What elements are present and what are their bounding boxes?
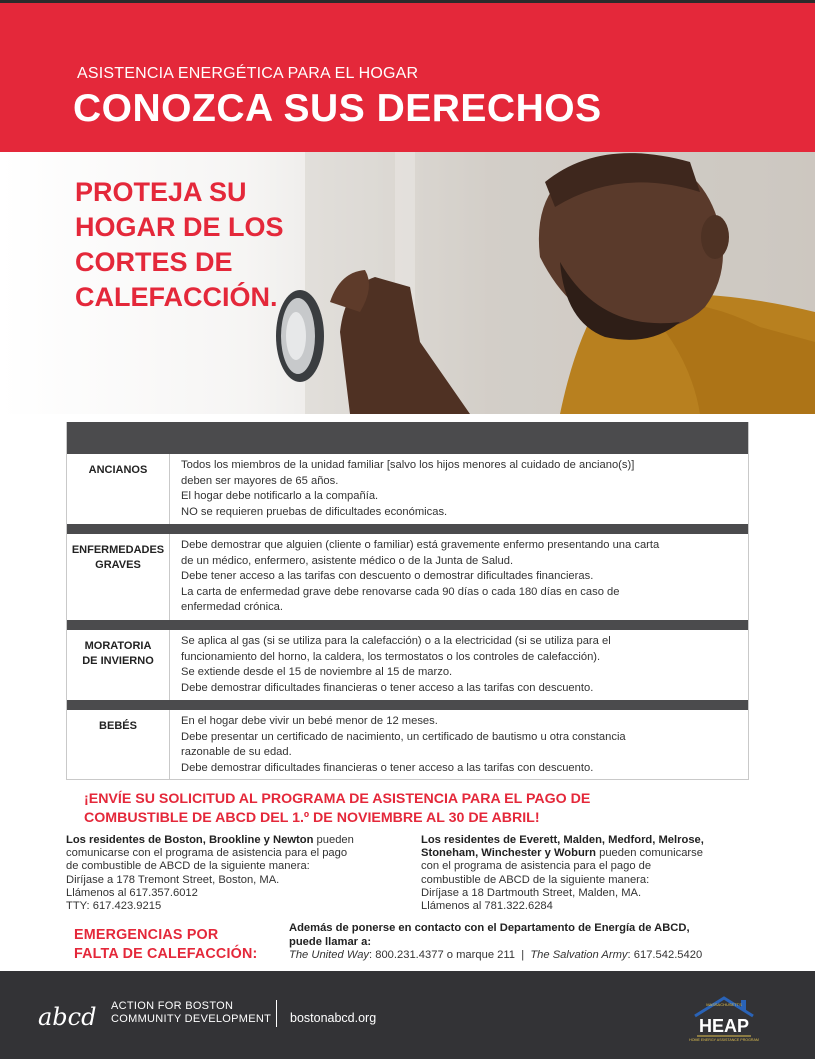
desc-line: Se extiende desde el 15 de noviembre al 15 de marzo. [181,666,453,679]
desc-line: enfermedad crónica. [181,601,283,614]
emergency-heading [74,926,257,964]
contact-line: combustible de ABCD de la siguiente manera: [421,873,650,886]
contact-lead [66,834,396,847]
table-row [67,534,748,620]
table-row [67,710,748,779]
row-description [170,454,748,524]
contact-phone: Llámenos al 781.322.6284 [421,900,553,913]
heap-logo-sub: HOME ENERGY ASSISTANCE PROGRAM [689,1038,759,1042]
emergency-heading-line: EMERGENCIAS POR [74,927,219,943]
row-label-line: MORATORIA [84,640,152,652]
desc-line: de un médico, enfermero, asistente médico o de la Junta de Salud. [181,554,514,567]
desc-line: Debe demostrar dificultades financieras o tener acceso a las tarifas con descuento. [181,761,594,774]
malden-contact-info [421,834,751,913]
contact-lead-bold-text: Los residentes de Everett, Malden, Medford, Melrose, [421,834,704,846]
desc-line: funcionamiento del horno, la caldera, los termostatos o los controles de calefacción). [181,650,601,663]
contact-lead-bold-text: Stoneham, Winchester y Woburn [421,847,596,860]
emergency-intro: puede llamar a: [289,935,372,948]
heap-logo-top: MASSACHUSETTS [706,1002,742,1007]
contact-line: de combustible de ABCD de la siguiente manera: [66,860,310,873]
united-way-name: The United Way [289,949,370,961]
rights-table [66,422,749,780]
emergency-heading-line: FALTA DE CALEFACCIÓN: [74,946,258,962]
row-label-line: ENFERMEDADES [71,544,165,556]
org-name-line: ACTION FOR BOSTON [111,1000,234,1012]
row-label-line: GRAVES [95,559,141,571]
desc-line: En el hogar debe vivir un bebé menor de 12 meses. [181,715,438,727]
footer-divider [276,1000,277,1027]
row-separator [67,620,748,630]
contact-address: Diríjase a 18 Dartmouth Street, Malden, MA. [421,886,642,899]
contact-address: Diríjase a 178 Tremont Street, Boston, MA. [66,873,280,886]
table-row [67,454,748,524]
row-separator [67,524,748,534]
contact-lead-text: pueden [313,834,354,846]
emergency-contacts [289,922,759,963]
emergency-numbers [289,949,759,963]
cta-line: COMBUSTIBLE DE ABCD DEL 1.º DE NOVIEMBRE AL 30 DE ABRIL! [84,809,540,826]
row-label-bebes [67,710,170,779]
desc-line: El hogar debe notificarlo a la compañía. [181,490,379,503]
contact-line: con el programa de asistencia para el pago de [421,860,652,873]
website-link[interactable]: bostonabcd.org [290,1011,377,1025]
contact-lead-bold: Los residentes de Boston, Brookline y Newton [66,834,314,846]
desc-line: deben ser mayores de 65 años. [181,474,339,487]
hero-tagline [75,175,335,315]
row-label-line: DE INVIERNO [82,655,154,667]
desc-line: NO se requieren pruebas de dificultades económicas. [181,505,448,518]
row-description [170,630,748,700]
tagline-line: CORTES DE [75,247,233,277]
header-subtitle: ASISTENCIA ENERGÉTICA PARA EL HOGAR [77,65,419,82]
cta-line: ¡ENVÍE SU SOLICITUD AL PROGRAMA DE ASISTENCIA PARA EL PAGO DE [84,791,591,807]
row-description [170,534,748,620]
abcd-logo: abcd [38,1003,97,1031]
tagline-line: PROTEJA SU [75,177,247,207]
organization-name [111,1000,271,1026]
desc-line: La carta de enfermedad grave debe renovarse cada 90 días o cada 180 días en caso de [181,585,620,598]
row-label-line: ANCIANOS [88,464,148,476]
contact-lead [421,847,751,860]
heap-logo [689,994,759,1042]
divider: | [521,949,525,961]
emergency-intro: Además de ponerse en contacto con el Departamento de Energía de ABCD, [289,922,690,934]
heap-logo-text: HEAP [698,1016,750,1036]
row-description [170,710,748,779]
contact-lead-text: pueden comunicarse [596,847,703,860]
org-name-line: COMMUNITY DEVELOPMENT [111,1013,272,1025]
contact-lead-bold [421,834,751,847]
apply-call-to-action [84,790,734,827]
desc-line: Debe presentar un certificado de nacimiento, un certificado de bautismo u otra constancia [181,730,626,743]
row-label-enfermedades-graves [67,534,170,620]
row-label-line: BEBÉS [99,720,137,732]
row-label-moratoria-de-invierno [67,630,170,700]
tagline-line: CALEFACCIÓN. [75,282,278,312]
table-row [67,630,748,700]
row-separator [67,700,748,710]
contact-tty: TTY: 617.423.9215 [66,900,162,913]
boston-contact-info [66,834,396,913]
desc-line: Debe tener acceso a las tarifas con descuento o demostrar dificultades financieras. [181,570,594,583]
salvation-army-number: : 617.542.5420 [627,949,703,961]
desc-line: Se aplica al gas (si se utiliza para la calefacción) o a la electricidad (si se utiliza para el [181,635,611,647]
tagline-line: HOGAR DE LOS [75,212,284,242]
desc-line: Todos los miembros de la unidad familiar [salvo los hijos menores al cuidado de anciano(s)] [181,459,635,471]
table-header-bar [67,422,748,454]
salvation-army-name: The Salvation Army [530,949,628,961]
desc-line: razonable de su edad. [181,746,292,759]
united-way-number: : 800.231.4377 o marque 211 [369,949,515,961]
page-title: CONOZCA SUS DERECHOS [73,87,602,130]
row-label-ancianos [67,454,170,524]
desc-line: Debe demostrar que alguien (cliente o familiar) está gravemente enfermo presentando una carta [181,539,660,551]
contact-line: comunicarse con el programa de asistencia para el pago [66,847,348,860]
desc-line: Debe demostrar dificultades financieras o tener acceso a las tarifas con descuento. [181,681,594,694]
contact-phone: Llámenos al 617.357.6012 [66,886,198,899]
